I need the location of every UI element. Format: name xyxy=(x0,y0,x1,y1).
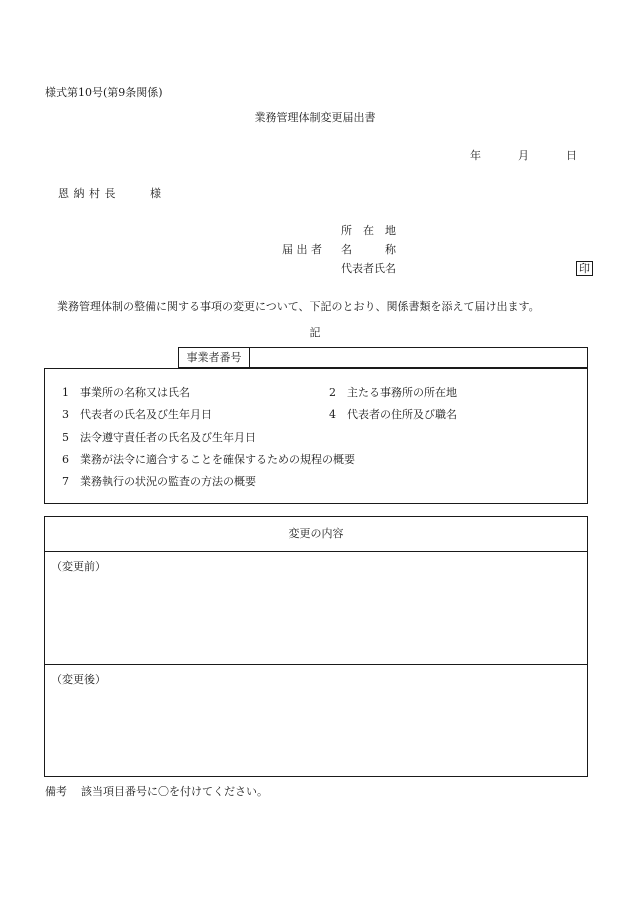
ki-heading: 記 xyxy=(309,326,321,339)
form-number: 様式第10号(第9条関係) xyxy=(45,86,163,99)
change-item[interactable] xyxy=(62,386,190,400)
item-number: 2 xyxy=(329,386,336,399)
change-item[interactable] xyxy=(62,453,355,467)
change-item[interactable] xyxy=(62,431,256,445)
item-number: 7 xyxy=(62,475,69,488)
business-number-field[interactable] xyxy=(178,347,588,368)
item-number: 1 xyxy=(62,386,69,399)
seal-mark: 印 xyxy=(576,261,593,276)
item-text: 業務執行の状況の監査の方法の概要 xyxy=(80,475,256,488)
item-text: 代表者の氏名及び生年月日 xyxy=(80,408,212,421)
remarks-label: 備考 xyxy=(45,785,67,798)
item-text: 事業所の名称又は氏名 xyxy=(80,386,190,399)
change-item[interactable] xyxy=(329,408,457,422)
item-number: 6 xyxy=(62,453,69,466)
remarks-text: 該当項目番号に〇を付けてください。 xyxy=(81,785,268,798)
item-text: 業務が法令に適合することを確保するための規程の概要 xyxy=(80,453,355,466)
date-line xyxy=(470,149,577,163)
item-text: 主たる事務所の所在地 xyxy=(347,386,457,399)
addressee xyxy=(58,187,162,201)
body-text: 業務管理体制の整備に関する事項の変更について、下記のとおり、関係書類を添えて届け出ます。 xyxy=(57,300,540,313)
change-item[interactable] xyxy=(62,408,212,422)
change-content-table xyxy=(44,516,588,777)
change-items-box xyxy=(44,368,588,504)
representative-label: 代表者氏名 xyxy=(341,262,396,275)
business-number-label: 事業者番号 xyxy=(179,348,250,367)
item-text: 法令遵守責任者の氏名及び生年月日 xyxy=(80,431,256,444)
change-divider xyxy=(45,664,587,665)
remarks xyxy=(45,785,268,799)
notifier-label: 届 出 者 xyxy=(282,243,322,256)
date-month-label: 月 xyxy=(518,149,529,162)
change-item[interactable] xyxy=(329,386,457,400)
item-number: 4 xyxy=(329,408,336,421)
document-title: 業務管理体制変更届出書 xyxy=(254,111,376,124)
date-day-label: 日 xyxy=(566,149,577,162)
item-number: 3 xyxy=(62,408,69,421)
name-label: 名 称 xyxy=(341,243,396,256)
addressee-honorific: 様 xyxy=(150,187,162,200)
change-content-header: 変更の内容 xyxy=(45,517,587,552)
before-change-label: （変更前） xyxy=(51,560,106,573)
addressee-name: 恩 納 村 長 xyxy=(58,187,116,200)
change-item[interactable] xyxy=(62,475,256,489)
item-number: 5 xyxy=(62,431,69,444)
item-text: 代表者の住所及び職名 xyxy=(347,408,457,421)
after-change-label: （変更後） xyxy=(51,673,106,686)
date-year-label: 年 xyxy=(470,149,481,162)
location-label: 所 在 地 xyxy=(341,224,396,237)
